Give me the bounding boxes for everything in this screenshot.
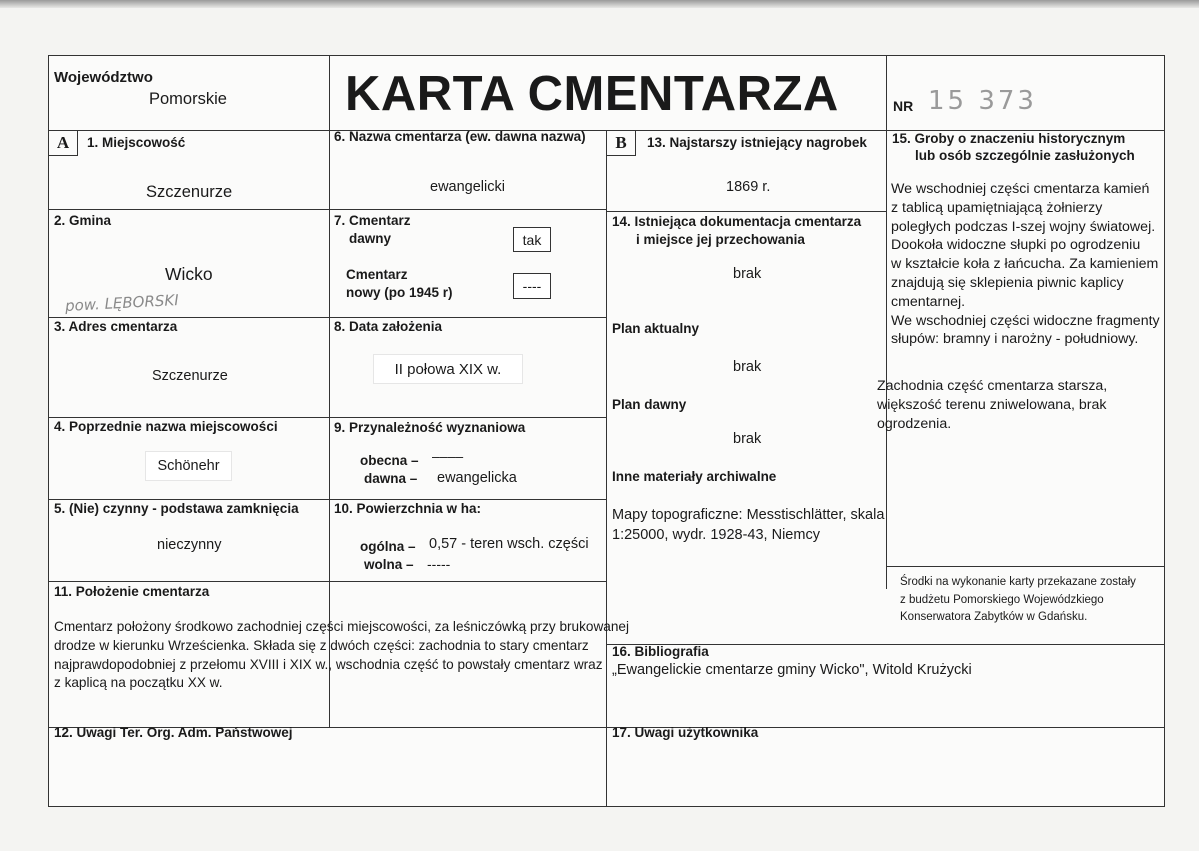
field-16-value: „Ewangelickie cmentarze gminy Wicko", Witold Krużycki [612,662,972,678]
text-line: Środki na wykonanie karty przekazane zostały [900,576,1136,588]
field-15-text-continued [877,377,1107,433]
text-line: Dookoła widoczne słupki po ogrodzeniu [891,237,1141,254]
grid-line [606,211,886,212]
section-a-marker: A [49,131,78,156]
text-line: w kształcie koła z łańcucha. Za kamieniem [891,256,1159,273]
field-15-label-1: 15. Groby o znaczeniu historycznym [892,131,1126,146]
field-6-value: ewangelicki [430,179,505,195]
grid-line [886,56,887,589]
grid-line [49,581,606,582]
field-10-total-label: ogólna – [360,539,416,554]
old-plan-value: brak [733,431,762,447]
field-10-free-value: ----- [427,556,451,572]
voivodeship-value: Pomorskie [149,90,227,108]
field-16-label: 16. Bibliografia [612,644,709,659]
text-line: Zachodnia część cmentarza starsza, [877,378,1108,394]
text-line: cmentarnej. [891,293,966,310]
field-9-current-label: obecna – [360,453,419,468]
text-line: najprawdopodobniej z przełomu XVIII i XIX w., wschodnia część to powstały cmentarz wraz [54,656,603,672]
field-9-label: 9. Przynależność wyznaniowa [334,420,526,435]
funding-note [900,574,1136,627]
text-line: z kaplicą na początku XX w. [54,675,223,691]
field-4-value: Schönehr [145,451,232,481]
grid-line [49,209,606,210]
field-7-new-value: ---- [513,273,551,299]
grid-line [49,417,606,418]
section-b-marker: B [607,131,636,156]
field-17-label: 17. Uwagi użytkownika [612,725,759,740]
field-9-former-label: dawna – [364,471,418,486]
field-9-former-value: ewangelicka [437,470,517,486]
current-plan-label: Plan aktualny [612,321,700,336]
field-14-label-1: 14. Istniejąca dokumentacja cmentarza [612,214,862,229]
page-title: KARTA CMENTARZA [345,67,839,121]
scan-edge-shadow [0,0,1199,8]
field-9-current-value: –––– [432,448,464,464]
text-line: 1:25000, wydr. 1928-43, Niemcy [612,527,820,543]
field-15-label-2: lub osób szczególnie zasłużonych [915,148,1135,163]
field-7-old-label: dawny [349,231,392,246]
text-line: drodze w kierunku Wrześcienka. Składa się z dwóch części: zachodnia to stary cmentarz [54,637,589,653]
current-plan-value: brak [733,359,762,375]
grid-line [606,130,607,806]
card-number-value: 15 373 [928,86,1037,116]
voivodeship-label: Województwo [54,69,153,86]
text-line: Mapy topograficzne: Messtischlätter, skala [612,507,885,523]
field-2-label: 2. Gmina [54,213,112,228]
field-11-text [54,618,629,693]
field-14-label-2: i miejsce jej przechowania [636,232,805,247]
field-7-old-value: tak [513,227,551,252]
field-8-label: 8. Data założenia [334,319,443,334]
field-13-value: 1869 r. [726,179,771,195]
field-12-label: 12. Uwagi Ter. Org. Adm. Państwowej [54,725,293,740]
text-line: słupów: bramny i narożny - południowy. [891,331,1139,348]
field-10-total-value: 0,57 - teren wsch. części [429,536,589,552]
field-7-new-label-2: nowy (po 1945 r) [346,285,453,300]
field-8-value: II połowa XIX w. [373,354,523,384]
field-7-new-label-1: Cmentarz [346,267,408,282]
cemetery-card-form [48,55,1165,807]
card-number-label: NR [893,98,914,114]
other-materials-label: Inne materiały archiwalne [612,469,777,484]
field-2-value: Wicko [165,264,213,284]
field-1-label: 1. Miejscowość [87,135,186,150]
field-10-label: 10. Powierzchnia w ha: [334,501,482,516]
text-line: Cmentarz położony środkowo zachodniej części miejscowości, za leśniczówką przy brukowanej [54,619,629,634]
text-line: We wschodniej części cmentarza kamień [891,181,1150,197]
grid-line [49,499,606,500]
field-7-label: 7. Cmentarz [334,213,411,228]
text-line: We wschodniej części widoczne fragmenty [891,312,1160,329]
field-4-label: 4. Poprzednie nazwa miejscowości [54,419,278,434]
handwritten-note: pow. LĘBORSKI [64,291,180,315]
field-11-label: 11. Położenie cmentarza [54,584,210,599]
field-10-free-label: wolna – [364,557,414,572]
field-14-value: brak [733,266,762,282]
other-materials-text [612,505,884,545]
field-6-label: 6. Nazwa cmentarza (ew. dawna nazwa) [334,129,586,144]
text-line: większość terenu zniwelowana, brak [877,396,1107,413]
grid-line [49,317,606,318]
field-15-text [891,180,1160,349]
old-plan-label: Plan dawny [612,397,687,412]
field-3-label: 3. Adres cmentarza [54,319,178,334]
text-line: ogrodzenia. [877,415,952,432]
grid-line [886,566,1164,567]
field-1-value: Szczenurze [146,183,233,201]
text-line: znajdują się sklepienia piwnic kaplicy [891,274,1124,291]
text-line: poległych podczas I-szej wojny światowej. [891,218,1156,235]
field-5-label: 5. (Nie) czynny - podstawa zamknięcia [54,501,299,516]
field-3-value: Szczenurze [152,368,228,384]
text-line: z tablicą upamiętniającą żołnierzy [891,199,1103,216]
field-5-value: nieczynny [157,537,222,553]
text-line: z budżetu Pomorskiego Wojewódzkiego [900,593,1104,606]
field-13-label: 13. Najstarszy istniejący nagrobek [647,135,867,150]
text-line: Konserwatora Zabytków w Gdańsku. [900,611,1088,623]
